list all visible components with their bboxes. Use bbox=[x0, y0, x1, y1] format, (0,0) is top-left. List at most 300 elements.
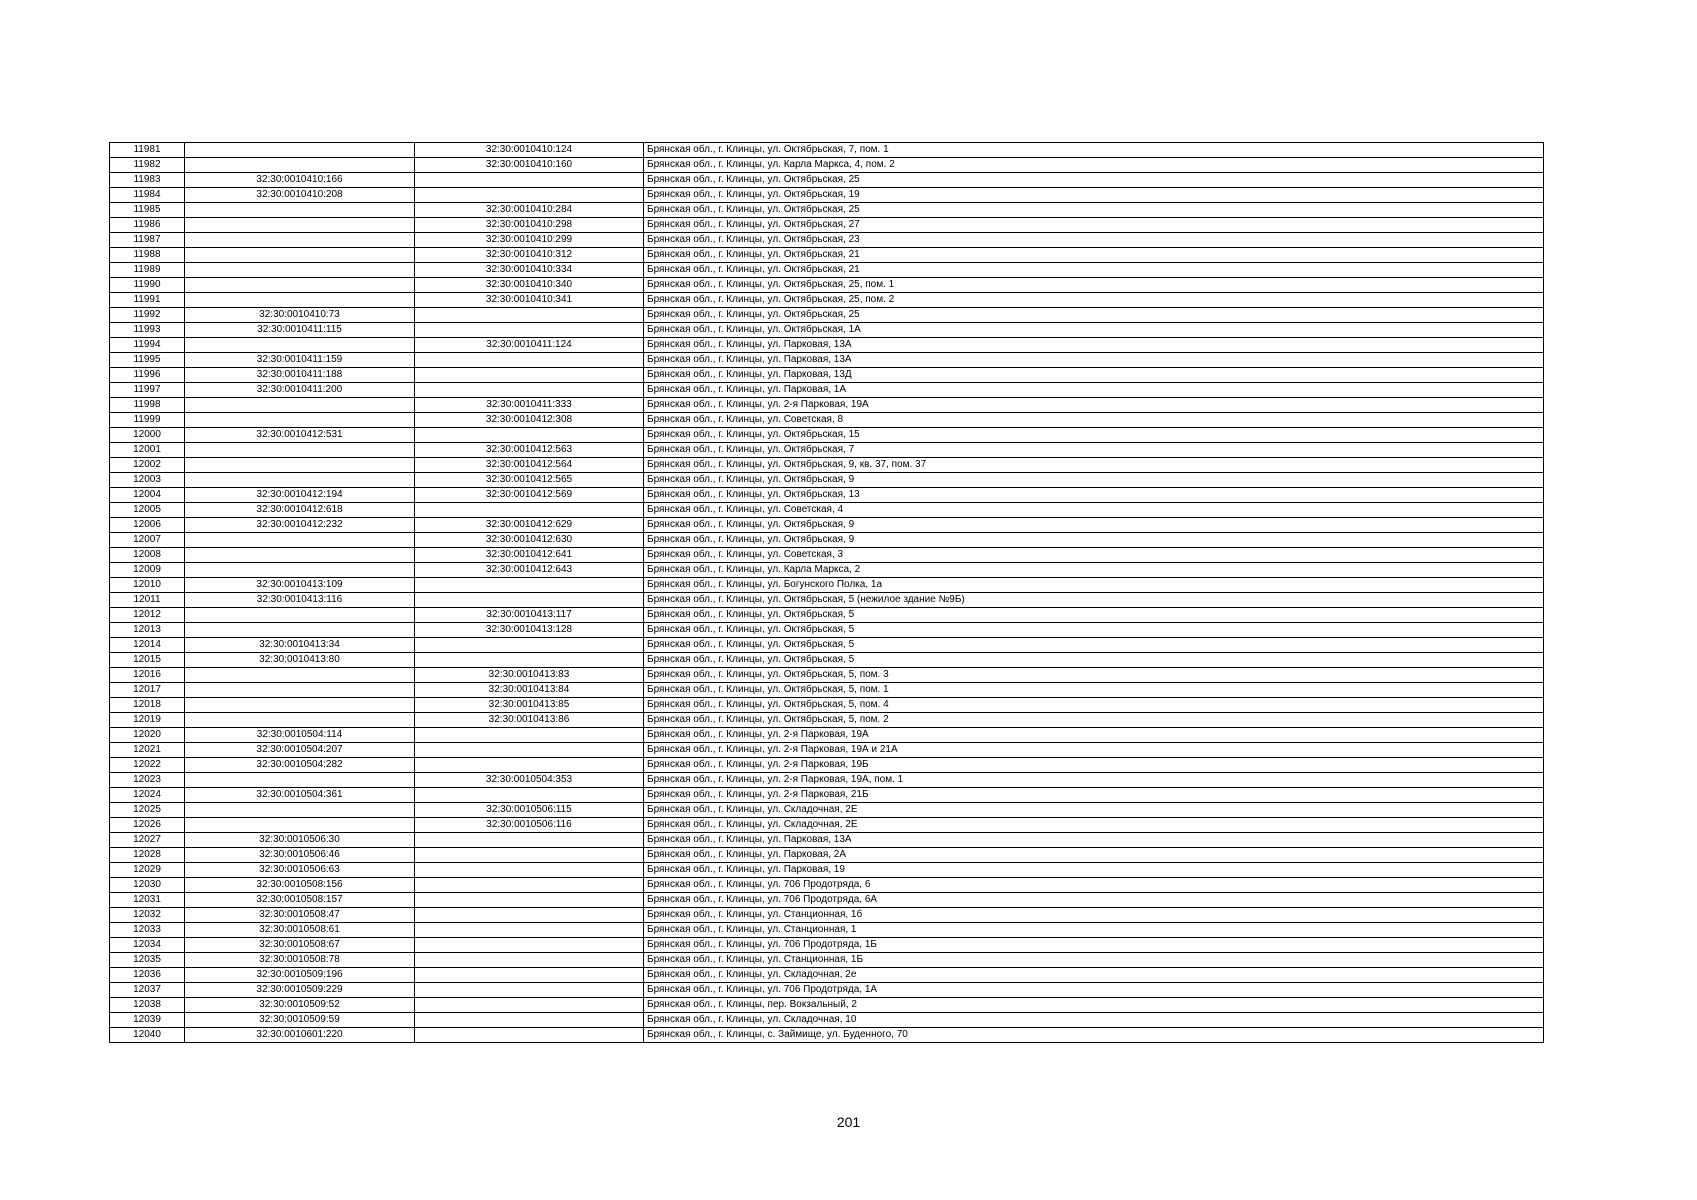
parcel-number-cell: 32:30:0010413:109 bbox=[185, 578, 415, 593]
address-cell: Брянская обл., г. Клинцы, ул. 706 Продотряда, 6 bbox=[644, 878, 1544, 893]
parcel-number-cell bbox=[185, 548, 415, 563]
table-row bbox=[110, 248, 1544, 263]
parcel-number-cell: 32:30:0010410:166 bbox=[185, 173, 415, 188]
row-number-cell: 12005 bbox=[110, 503, 185, 518]
table-row bbox=[110, 533, 1544, 548]
address-cell: Брянская обл., г. Клинцы, ул. Октябрьская, 25, пом. 1 bbox=[644, 278, 1544, 293]
parcel-number-cell: 32:30:0010413:80 bbox=[185, 653, 415, 668]
building-number-cell: 32:30:0010413:85 bbox=[415, 698, 644, 713]
row-number-cell: 12008 bbox=[110, 548, 185, 563]
address-cell: Брянская обл., г. Клинцы, ул. Станционная, 1 bbox=[644, 923, 1544, 938]
table-row bbox=[110, 278, 1544, 293]
building-number-cell bbox=[415, 593, 644, 608]
building-number-cell: 32:30:0010410:334 bbox=[415, 263, 644, 278]
address-cell: Брянская обл., г. Клинцы, ул. Октябрьская, 5, пом. 1 bbox=[644, 683, 1544, 698]
parcel-number-cell: 32:30:0010508:61 bbox=[185, 923, 415, 938]
parcel-number-cell: 32:30:0010509:59 bbox=[185, 1013, 415, 1028]
table-row bbox=[110, 788, 1544, 803]
address-cell: Брянская обл., г. Клинцы, ул. Октябрьская, 9 bbox=[644, 473, 1544, 488]
table-row bbox=[110, 158, 1544, 173]
address-cell: Брянская обл., г. Клинцы, ул. Октябрьская, 1А bbox=[644, 323, 1544, 338]
address-cell: Брянская обл., г. Клинцы, ул. Октябрьская, 7 bbox=[644, 443, 1544, 458]
row-number-cell: 12019 bbox=[110, 713, 185, 728]
table-row bbox=[110, 338, 1544, 353]
row-number-cell: 11987 bbox=[110, 233, 185, 248]
building-number-cell bbox=[415, 1013, 644, 1028]
address-cell: Брянская обл., г. Клинцы, ул. Октябрьская, 25 bbox=[644, 203, 1544, 218]
table-row bbox=[110, 173, 1544, 188]
building-number-cell: 32:30:0010412:629 bbox=[415, 518, 644, 533]
row-number-cell: 12018 bbox=[110, 698, 185, 713]
building-number-cell: 32:30:0010413:86 bbox=[415, 713, 644, 728]
parcel-number-cell: 32:30:0010601:220 bbox=[185, 1028, 415, 1043]
address-cell: Брянская обл., г. Клинцы, ул. Октябрьская, 9, кв. 37, пом. 37 bbox=[644, 458, 1544, 473]
row-number-cell: 11981 bbox=[110, 143, 185, 158]
table-row bbox=[110, 668, 1544, 683]
address-cell: Брянская обл., г. Клинцы, ул. Станционная, 1Б bbox=[644, 953, 1544, 968]
parcel-number-cell: 32:30:0010509:52 bbox=[185, 998, 415, 1013]
table-row bbox=[110, 623, 1544, 638]
building-number-cell: 32:30:0010410:284 bbox=[415, 203, 644, 218]
parcel-number-cell bbox=[185, 818, 415, 833]
building-number-cell bbox=[415, 578, 644, 593]
table-row bbox=[110, 653, 1544, 668]
table-row bbox=[110, 938, 1544, 953]
building-number-cell: 32:30:0010412:641 bbox=[415, 548, 644, 563]
address-cell: Брянская обл., г. Клинцы, ул. 706 Продотряда, 1Б bbox=[644, 938, 1544, 953]
address-cell: Брянская обл., г. Клинцы, ул. Парковая, 13А bbox=[644, 833, 1544, 848]
parcel-number-cell bbox=[185, 218, 415, 233]
address-cell: Брянская обл., г. Клинцы, ул. Октябрьская, 5 bbox=[644, 653, 1544, 668]
table-row bbox=[110, 548, 1544, 563]
building-number-cell: 32:30:0010410:312 bbox=[415, 248, 644, 263]
address-cell: Брянская обл., г. Клинцы, ул. Октябрьская, 5 bbox=[644, 608, 1544, 623]
address-cell: Брянская обл., г. Клинцы, ул. Парковая, 13А bbox=[644, 353, 1544, 368]
address-cell: Брянская обл., г. Клинцы, ул. Парковая, 13А bbox=[644, 338, 1544, 353]
building-number-cell bbox=[415, 908, 644, 923]
parcel-number-cell bbox=[185, 773, 415, 788]
table-row bbox=[110, 218, 1544, 233]
table-row bbox=[110, 758, 1544, 773]
address-cell: Брянская обл., г. Клинцы, ул. Октябрьская, 5, пом. 3 bbox=[644, 668, 1544, 683]
address-cell: Брянская обл., г. Клинцы, ул. Октябрьская, 5, пом. 2 bbox=[644, 713, 1544, 728]
parcel-number-cell: 32:30:0010509:196 bbox=[185, 968, 415, 983]
table-row bbox=[110, 953, 1544, 968]
building-number-cell: 32:30:0010410:160 bbox=[415, 158, 644, 173]
table-row bbox=[110, 818, 1544, 833]
row-number-cell: 12012 bbox=[110, 608, 185, 623]
parcel-number-cell bbox=[185, 458, 415, 473]
address-cell: Брянская обл., г. Клинцы, ул. Станционная, 1б bbox=[644, 908, 1544, 923]
table-row bbox=[110, 503, 1544, 518]
parcel-number-cell: 32:30:0010412:618 bbox=[185, 503, 415, 518]
address-cell: Брянская обл., г. Клинцы, ул. Октябрьская, 25 bbox=[644, 308, 1544, 323]
row-number-cell: 12021 bbox=[110, 743, 185, 758]
row-number-cell: 12013 bbox=[110, 623, 185, 638]
parcel-number-cell: 32:30:0010410:208 bbox=[185, 188, 415, 203]
table-row bbox=[110, 878, 1544, 893]
table-row bbox=[110, 413, 1544, 428]
building-number-cell bbox=[415, 1028, 644, 1043]
address-cell: Брянская обл., г. Клинцы, ул. Советская, 4 bbox=[644, 503, 1544, 518]
page-number: 201 bbox=[836, 1114, 861, 1130]
parcel-number-cell bbox=[185, 668, 415, 683]
parcel-number-cell bbox=[185, 473, 415, 488]
building-number-cell: 32:30:0010410:124 bbox=[415, 143, 644, 158]
building-number-cell bbox=[415, 893, 644, 908]
address-cell: Брянская обл., г. Клинцы, с. Займище, ул. Буденного, 70 bbox=[644, 1028, 1544, 1043]
row-number-cell: 12017 bbox=[110, 683, 185, 698]
table-row bbox=[110, 473, 1544, 488]
building-number-cell: 32:30:0010410:298 bbox=[415, 218, 644, 233]
table-row bbox=[110, 578, 1544, 593]
building-number-cell bbox=[415, 863, 644, 878]
table-row bbox=[110, 263, 1544, 278]
building-number-cell bbox=[415, 188, 644, 203]
parcel-number-cell: 32:30:0010508:156 bbox=[185, 878, 415, 893]
building-number-cell bbox=[415, 323, 644, 338]
building-number-cell bbox=[415, 428, 644, 443]
address-cell: Брянская обл., г. Клинцы, ул. Октябрьская, 19 bbox=[644, 188, 1544, 203]
building-number-cell bbox=[415, 383, 644, 398]
building-number-cell bbox=[415, 728, 644, 743]
address-cell: Брянская обл., г. Клинцы, ул. 2-я Парковая, 19А bbox=[644, 728, 1544, 743]
row-number-cell: 12028 bbox=[110, 848, 185, 863]
building-number-cell bbox=[415, 368, 644, 383]
table-row bbox=[110, 863, 1544, 878]
row-number-cell: 11997 bbox=[110, 383, 185, 398]
parcel-number-cell bbox=[185, 278, 415, 293]
address-cell: Брянская обл., г. Клинцы, ул. Парковая, 19 bbox=[644, 863, 1544, 878]
building-number-cell: 32:30:0010413:83 bbox=[415, 668, 644, 683]
address-cell: Брянская обл., г. Клинцы, ул. Советская, 3 bbox=[644, 548, 1544, 563]
row-number-cell: 12006 bbox=[110, 518, 185, 533]
address-cell: Брянская обл., г. Клинцы, ул. Октябрьская, 25, пом. 2 bbox=[644, 293, 1544, 308]
parcel-number-cell: 32:30:0010411:200 bbox=[185, 383, 415, 398]
row-number-cell: 12036 bbox=[110, 968, 185, 983]
table-row bbox=[110, 368, 1544, 383]
address-cell: Брянская обл., г. Клинцы, ул. 2-я Парковая, 21Б bbox=[644, 788, 1544, 803]
parcel-number-cell: 32:30:0010411:188 bbox=[185, 368, 415, 383]
parcel-number-cell bbox=[185, 263, 415, 278]
row-number-cell: 12039 bbox=[110, 1013, 185, 1028]
row-number-cell: 12003 bbox=[110, 473, 185, 488]
building-number-cell bbox=[415, 503, 644, 518]
building-number-cell: 32:30:0010506:115 bbox=[415, 803, 644, 818]
row-number-cell: 11990 bbox=[110, 278, 185, 293]
row-number-cell: 11992 bbox=[110, 308, 185, 323]
row-number-cell: 12016 bbox=[110, 668, 185, 683]
row-number-cell: 11994 bbox=[110, 338, 185, 353]
parcel-number-cell bbox=[185, 608, 415, 623]
parcel-number-cell bbox=[185, 713, 415, 728]
row-number-cell: 12030 bbox=[110, 878, 185, 893]
row-number-cell: 11984 bbox=[110, 188, 185, 203]
address-cell: Брянская обл., г. Клинцы, ул. Октябрьская, 23 bbox=[644, 233, 1544, 248]
table-row bbox=[110, 833, 1544, 848]
building-number-cell: 32:30:0010412:630 bbox=[415, 533, 644, 548]
building-number-cell bbox=[415, 758, 644, 773]
table-row bbox=[110, 968, 1544, 983]
table-row bbox=[110, 638, 1544, 653]
parcel-number-cell: 32:30:0010509:229 bbox=[185, 983, 415, 998]
building-number-cell: 32:30:0010412:308 bbox=[415, 413, 644, 428]
building-number-cell bbox=[415, 923, 644, 938]
address-cell: Брянская обл., г. Клинцы, ул. Октябрьская, 9 bbox=[644, 533, 1544, 548]
address-cell: Брянская обл., г. Клинцы, ул. Октябрьская, 13 bbox=[644, 488, 1544, 503]
parcel-number-cell bbox=[185, 563, 415, 578]
table-row bbox=[110, 923, 1544, 938]
building-number-cell bbox=[415, 938, 644, 953]
building-number-cell: 32:30:0010410:340 bbox=[415, 278, 644, 293]
table-row bbox=[110, 323, 1544, 338]
row-number-cell: 12023 bbox=[110, 773, 185, 788]
building-number-cell bbox=[415, 953, 644, 968]
table-row bbox=[110, 698, 1544, 713]
row-number-cell: 11989 bbox=[110, 263, 185, 278]
address-cell: Брянская обл., г. Клинцы, ул. Октябрьская, 25 bbox=[644, 173, 1544, 188]
row-number-cell: 11996 bbox=[110, 368, 185, 383]
parcel-number-cell bbox=[185, 398, 415, 413]
row-number-cell: 12025 bbox=[110, 803, 185, 818]
parcel-number-cell: 32:30:0010412:194 bbox=[185, 488, 415, 503]
address-cell: Брянская обл., г. Клинцы, ул. Октябрьская, 5, пом. 4 bbox=[644, 698, 1544, 713]
table-row bbox=[110, 683, 1544, 698]
building-number-cell bbox=[415, 968, 644, 983]
table-row bbox=[110, 458, 1544, 473]
table-row bbox=[110, 233, 1544, 248]
building-number-cell: 32:30:0010413:128 bbox=[415, 623, 644, 638]
table-body bbox=[110, 143, 1544, 1043]
table-row bbox=[110, 488, 1544, 503]
row-number-cell: 12031 bbox=[110, 893, 185, 908]
row-number-cell: 12014 bbox=[110, 638, 185, 653]
parcel-number-cell: 32:30:0010504:114 bbox=[185, 728, 415, 743]
row-number-cell: 12010 bbox=[110, 578, 185, 593]
building-number-cell bbox=[415, 788, 644, 803]
row-number-cell: 12002 bbox=[110, 458, 185, 473]
row-number-cell: 12024 bbox=[110, 788, 185, 803]
address-cell: Брянская обл., г. Клинцы, ул. Парковая, 2А bbox=[644, 848, 1544, 863]
row-number-cell: 11988 bbox=[110, 248, 185, 263]
building-number-cell bbox=[415, 878, 644, 893]
table-row bbox=[110, 428, 1544, 443]
row-number-cell: 11991 bbox=[110, 293, 185, 308]
parcel-number-cell bbox=[185, 413, 415, 428]
building-number-cell bbox=[415, 173, 644, 188]
address-cell: Брянская обл., г. Клинцы, ул. Складочная, 10 bbox=[644, 1013, 1544, 1028]
parcel-number-cell: 32:30:0010508:47 bbox=[185, 908, 415, 923]
building-number-cell bbox=[415, 998, 644, 1013]
address-cell: Брянская обл., г. Клинцы, ул. Октябрьская, 21 bbox=[644, 248, 1544, 263]
building-number-cell: 32:30:0010506:116 bbox=[415, 818, 644, 833]
row-number-cell: 11995 bbox=[110, 353, 185, 368]
address-cell: Брянская обл., г. Клинцы, ул. Складочная, 2Е bbox=[644, 818, 1544, 833]
row-number-cell: 12001 bbox=[110, 443, 185, 458]
row-number-cell: 12037 bbox=[110, 983, 185, 998]
building-number-cell bbox=[415, 848, 644, 863]
parcel-number-cell bbox=[185, 248, 415, 263]
parcel-number-cell: 32:30:0010508:67 bbox=[185, 938, 415, 953]
table-row bbox=[110, 188, 1544, 203]
parcel-number-cell bbox=[185, 443, 415, 458]
parcel-number-cell: 32:30:0010504:282 bbox=[185, 758, 415, 773]
row-number-cell: 12033 bbox=[110, 923, 185, 938]
row-number-cell: 11983 bbox=[110, 173, 185, 188]
building-number-cell: 32:30:0010413:84 bbox=[415, 683, 644, 698]
table-row bbox=[110, 908, 1544, 923]
building-number-cell bbox=[415, 638, 644, 653]
parcel-number-cell bbox=[185, 803, 415, 818]
row-number-cell: 11993 bbox=[110, 323, 185, 338]
parcel-number-cell: 32:30:0010412:531 bbox=[185, 428, 415, 443]
table-row bbox=[110, 608, 1544, 623]
building-number-cell: 32:30:0010412:643 bbox=[415, 563, 644, 578]
table-row bbox=[110, 293, 1544, 308]
address-cell: Брянская обл., г. Клинцы, ул. Парковая, 13Д bbox=[644, 368, 1544, 383]
table-row bbox=[110, 848, 1544, 863]
table-row bbox=[110, 1028, 1544, 1043]
table-row bbox=[110, 308, 1544, 323]
parcel-number-cell: 32:30:0010508:157 bbox=[185, 893, 415, 908]
address-cell: Брянская обл., г. Клинцы, ул. Складочная, 2е bbox=[644, 968, 1544, 983]
row-number-cell: 12000 bbox=[110, 428, 185, 443]
parcel-number-cell bbox=[185, 338, 415, 353]
parcel-number-cell: 32:30:0010508:78 bbox=[185, 953, 415, 968]
row-number-cell: 12032 bbox=[110, 908, 185, 923]
row-number-cell: 12026 bbox=[110, 818, 185, 833]
parcel-number-cell bbox=[185, 233, 415, 248]
address-cell: Брянская обл., г. Клинцы, ул. Октябрьская, 15 bbox=[644, 428, 1544, 443]
table-row bbox=[110, 143, 1544, 158]
address-cell: Брянская обл., г. Клинцы, ул. Богунского Полка, 1а bbox=[644, 578, 1544, 593]
row-number-cell: 12029 bbox=[110, 863, 185, 878]
parcel-number-cell: 32:30:0010410:73 bbox=[185, 308, 415, 323]
building-number-cell: 32:30:0010411:124 bbox=[415, 338, 644, 353]
address-cell: Брянская обл., г. Клинцы, ул. Октябрьская, 21 bbox=[644, 263, 1544, 278]
table-row bbox=[110, 1013, 1544, 1028]
row-number-cell: 12040 bbox=[110, 1028, 185, 1043]
address-cell: Брянская обл., г. Клинцы, пер. Вокзальный, 2 bbox=[644, 998, 1544, 1013]
row-number-cell: 12009 bbox=[110, 563, 185, 578]
parcel-number-cell bbox=[185, 203, 415, 218]
address-cell: Брянская обл., г. Клинцы, ул. Октябрьская, 7, пом. 1 bbox=[644, 143, 1544, 158]
table-row bbox=[110, 563, 1544, 578]
building-number-cell: 32:30:0010413:117 bbox=[415, 608, 644, 623]
parcel-number-cell: 32:30:0010506:63 bbox=[185, 863, 415, 878]
table-row bbox=[110, 998, 1544, 1013]
building-number-cell bbox=[415, 983, 644, 998]
address-cell: Брянская обл., г. Клинцы, ул. Октябрьская, 27 bbox=[644, 218, 1544, 233]
building-number-cell: 32:30:0010412:565 bbox=[415, 473, 644, 488]
parcel-number-cell: 32:30:0010412:232 bbox=[185, 518, 415, 533]
address-cell: Брянская обл., г. Клинцы, ул. 706 Продотряда, 1А bbox=[644, 983, 1544, 998]
address-cell: Брянская обл., г. Клинцы, ул. Парковая, 1А bbox=[644, 383, 1544, 398]
parcel-number-cell bbox=[185, 698, 415, 713]
address-cell: Брянская обл., г. Клинцы, ул. Октябрьская, 5 bbox=[644, 623, 1544, 638]
row-number-cell: 12011 bbox=[110, 593, 185, 608]
building-number-cell bbox=[415, 833, 644, 848]
row-number-cell: 12015 bbox=[110, 653, 185, 668]
parcel-number-cell bbox=[185, 533, 415, 548]
parcel-number-cell: 32:30:0010413:116 bbox=[185, 593, 415, 608]
address-cell: Брянская обл., г. Клинцы, ул. Карла Маркса, 4, пом. 2 bbox=[644, 158, 1544, 173]
table-row bbox=[110, 398, 1544, 413]
address-cell: Брянская обл., г. Клинцы, ул. 706 Продотряда, 6А bbox=[644, 893, 1544, 908]
row-number-cell: 12035 bbox=[110, 953, 185, 968]
table-row bbox=[110, 353, 1544, 368]
building-number-cell bbox=[415, 353, 644, 368]
address-cell: Брянская обл., г. Клинцы, ул. Карла Маркса, 2 bbox=[644, 563, 1544, 578]
building-number-cell: 32:30:0010411:333 bbox=[415, 398, 644, 413]
row-number-cell: 12027 bbox=[110, 833, 185, 848]
table-row bbox=[110, 893, 1544, 908]
table-row bbox=[110, 983, 1544, 998]
address-cell: Брянская обл., г. Клинцы, ул. Советская, 8 bbox=[644, 413, 1544, 428]
address-cell: Брянская обл., г. Клинцы, ул. 2-я Парковая, 19А и 21А bbox=[644, 743, 1544, 758]
table-row bbox=[110, 383, 1544, 398]
table-row bbox=[110, 443, 1544, 458]
parcel-number-cell: 32:30:0010411:115 bbox=[185, 323, 415, 338]
building-number-cell: 32:30:0010412:564 bbox=[415, 458, 644, 473]
building-number-cell bbox=[415, 308, 644, 323]
parcel-number-cell bbox=[185, 683, 415, 698]
row-number-cell: 11982 bbox=[110, 158, 185, 173]
parcel-number-cell bbox=[185, 623, 415, 638]
building-number-cell: 32:30:0010504:353 bbox=[415, 773, 644, 788]
row-number-cell: 12034 bbox=[110, 938, 185, 953]
building-number-cell bbox=[415, 653, 644, 668]
table-row bbox=[110, 713, 1544, 728]
row-number-cell: 12004 bbox=[110, 488, 185, 503]
table-row bbox=[110, 593, 1544, 608]
table-row bbox=[110, 518, 1544, 533]
address-cell: Брянская обл., г. Клинцы, ул. 2-я Парковая, 19А bbox=[644, 398, 1544, 413]
row-number-cell: 11985 bbox=[110, 203, 185, 218]
cadastral-table bbox=[109, 142, 1544, 1043]
row-number-cell: 12007 bbox=[110, 533, 185, 548]
row-number-cell: 11998 bbox=[110, 398, 185, 413]
parcel-number-cell: 32:30:0010413:34 bbox=[185, 638, 415, 653]
table-row bbox=[110, 803, 1544, 818]
building-number-cell: 32:30:0010412:569 bbox=[415, 488, 644, 503]
parcel-number-cell: 32:30:0010506:30 bbox=[185, 833, 415, 848]
table-row bbox=[110, 203, 1544, 218]
parcel-number-cell bbox=[185, 143, 415, 158]
parcel-number-cell bbox=[185, 293, 415, 308]
parcel-number-cell: 32:30:0010504:361 bbox=[185, 788, 415, 803]
address-cell: Брянская обл., г. Клинцы, ул. 2-я Парковая, 19Б bbox=[644, 758, 1544, 773]
row-number-cell: 12020 bbox=[110, 728, 185, 743]
building-number-cell: 32:30:0010410:299 bbox=[415, 233, 644, 248]
address-cell: Брянская обл., г. Клинцы, ул. Октябрьская, 9 bbox=[644, 518, 1544, 533]
table-row bbox=[110, 773, 1544, 788]
row-number-cell: 12022 bbox=[110, 758, 185, 773]
parcel-number-cell: 32:30:0010504:207 bbox=[185, 743, 415, 758]
address-cell: Брянская обл., г. Клинцы, ул. Октябрьская, 5 bbox=[644, 638, 1544, 653]
parcel-number-cell: 32:30:0010506:46 bbox=[185, 848, 415, 863]
address-cell: Брянская обл., г. Клинцы, ул. Складочная, 2Е bbox=[644, 803, 1544, 818]
row-number-cell: 11986 bbox=[110, 218, 185, 233]
address-cell: Брянская обл., г. Клинцы, ул. Октябрьская, 5 (нежилое здание №9Б) bbox=[644, 593, 1544, 608]
building-number-cell bbox=[415, 743, 644, 758]
table-row bbox=[110, 728, 1544, 743]
row-number-cell: 11999 bbox=[110, 413, 185, 428]
building-number-cell: 32:30:0010412:563 bbox=[415, 443, 644, 458]
parcel-number-cell bbox=[185, 158, 415, 173]
building-number-cell: 32:30:0010410:341 bbox=[415, 293, 644, 308]
row-number-cell: 12038 bbox=[110, 998, 185, 1013]
